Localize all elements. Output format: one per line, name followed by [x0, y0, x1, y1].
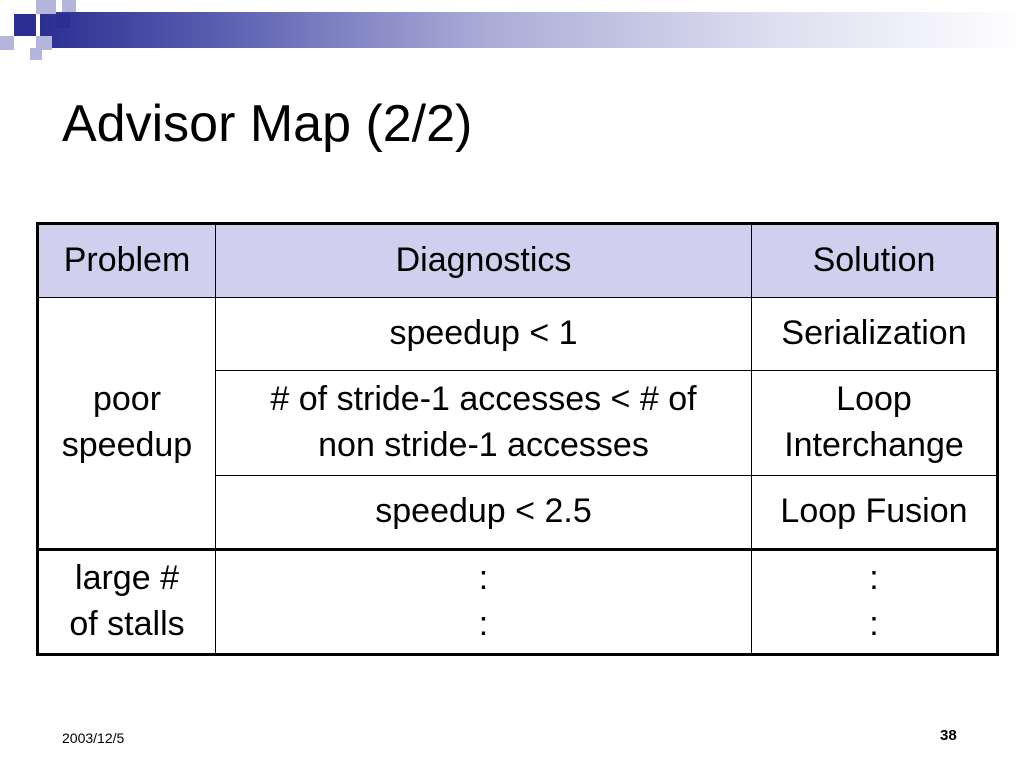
solution-cell — [752, 476, 998, 550]
problem-text: large # — [75, 559, 179, 598]
problem-text: speedup — [61, 426, 193, 464]
diagnostics-text: : — [478, 559, 489, 598]
diagnostics-cell — [216, 550, 752, 655]
header-solution: Solution — [752, 224, 998, 298]
diagnostics-cell — [216, 371, 752, 476]
footer-date: 2003/12/5 — [62, 730, 125, 746]
advisor-map-table — [36, 222, 999, 656]
diagnostics-text: # of stride-1 accesses < # of — [270, 380, 697, 419]
header-diagnostics: Diagnostics — [216, 224, 752, 298]
diagnostics-text: speedup < 1 — [389, 314, 578, 353]
diagnostics-cell — [216, 476, 752, 550]
decoration-square-light — [62, 0, 76, 12]
diagnostics-text: : — [478, 605, 489, 643]
diagnostics-cell — [216, 298, 752, 371]
diagnostics-text: non stride-1 accesses — [318, 426, 649, 464]
solution-text: Interchange — [784, 426, 964, 464]
page-number: 38 — [940, 727, 957, 744]
decoration-square-navy — [56, 14, 70, 28]
solution-text: : — [869, 605, 879, 643]
solution-text: Loop Fusion — [780, 492, 968, 531]
problem-cell-poor-speedup — [38, 298, 216, 550]
table-row — [38, 298, 998, 371]
decoration-square-light — [30, 48, 42, 60]
slide-title: Advisor Map (2/2) — [62, 95, 473, 153]
solution-text: Serialization — [781, 314, 967, 353]
table-header-row — [38, 224, 998, 298]
problem-text: poor — [92, 380, 162, 419]
problem-cell-large-stalls — [38, 550, 216, 655]
header-problem: Problem — [38, 224, 216, 298]
table-row — [38, 550, 998, 655]
decoration-square-navy — [14, 14, 36, 36]
solution-cell — [752, 298, 998, 371]
decoration-square-light — [36, 0, 56, 14]
decoration-square-light — [0, 36, 14, 50]
solution-cell — [752, 550, 998, 655]
problem-text: of stalls — [69, 605, 185, 643]
diagnostics-text: speedup < 2.5 — [375, 492, 592, 531]
solution-text: Loop — [836, 380, 912, 419]
solution-cell — [752, 371, 998, 476]
header-decoration-band — [40, 12, 1024, 48]
solution-text: : — [869, 559, 879, 598]
